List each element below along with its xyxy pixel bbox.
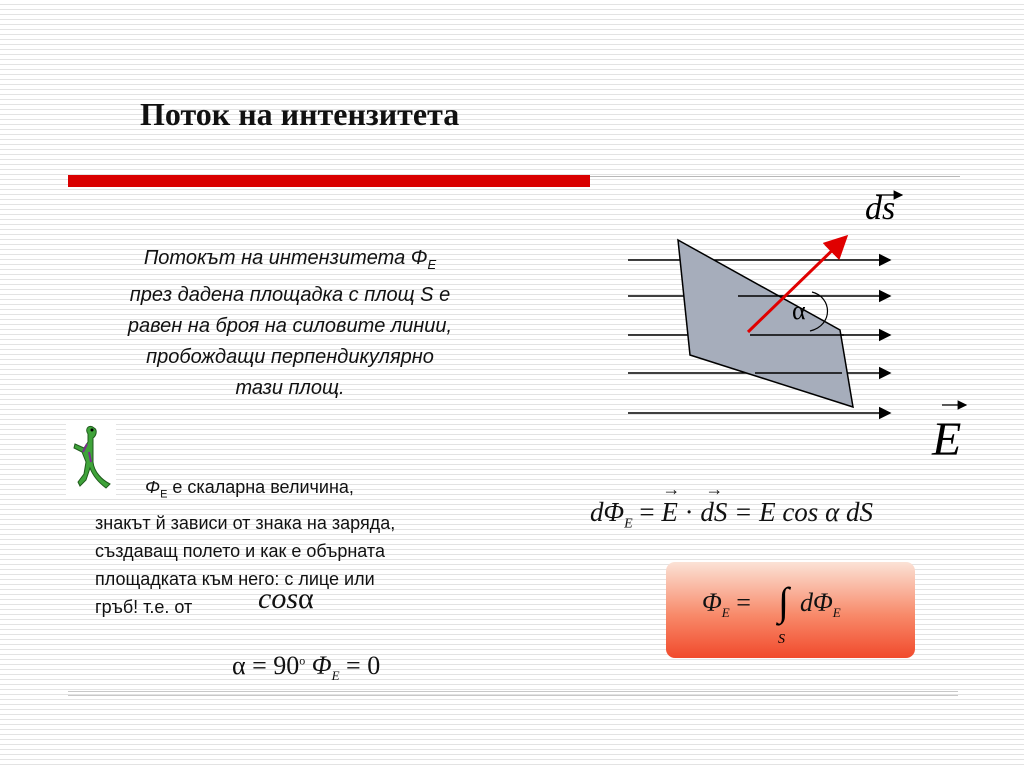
title-rule xyxy=(590,176,960,177)
integral-formula-box xyxy=(666,562,915,658)
scalar-line4: площадката към него: с лице или xyxy=(95,568,375,589)
integral-lhs: $\Phi_E$ = xyxy=(702,588,751,621)
flux-differential-equation: $d\Phi_E$ = → E · → dS = E cos α dS xyxy=(590,497,873,532)
integral-limit: S xyxy=(778,632,785,647)
cos-alpha-formula: cosα xyxy=(258,582,314,615)
page-title: Поток на интензитета xyxy=(140,96,460,132)
def-line1: Потокът на интензитета $\Phi_E$ xyxy=(143,247,437,272)
scalar-line5: гръб! т.е. от xyxy=(95,596,193,617)
def-line3: равен на броя на силовите линии, xyxy=(127,315,453,337)
scalar-line1: $\Phi_E$ е скаларна величина, xyxy=(145,477,354,501)
integral-sign: ∫ xyxy=(778,579,789,624)
alpha-90-formula: $\alpha = 90^o$ $\Phi_E = 0$ xyxy=(232,651,381,684)
e-label: E xyxy=(932,413,962,465)
alpha-label: α xyxy=(792,296,806,325)
def-line4: пробождащи перпендикулярно xyxy=(146,346,434,368)
def-line5: тази площ. xyxy=(235,377,345,399)
scalar-line2: знакът й зависи от знака на заряда, xyxy=(95,512,396,533)
ds-label: ds xyxy=(865,190,896,227)
definition-text xyxy=(75,243,505,404)
scalar-line3: създаващ полето и как е обърната xyxy=(95,540,385,561)
title-red-bar xyxy=(68,175,590,187)
flux-diagram xyxy=(620,185,990,465)
integral-rhs: $d\Phi_E$ xyxy=(800,588,841,621)
surface-plate xyxy=(678,240,853,407)
bottom-rule xyxy=(68,691,958,696)
def-line2: през дадена площадка с площ S е xyxy=(129,284,451,306)
